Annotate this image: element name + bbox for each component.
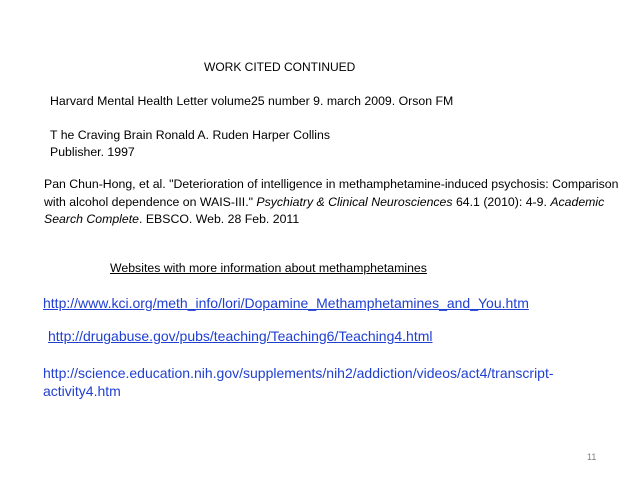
citation-harvard: Harvard Mental Health Letter volume25 number 9. march 2009. Orson FM	[50, 94, 454, 108]
citation-pan-volume: 64.1 (2010): 4-9.	[452, 194, 551, 209]
link-kci-dopamine[interactable]: http://www.kci.org/meth_info/lori/Dopamine_Methamphetamines_and_You.htm	[43, 295, 529, 311]
citation-pan	[44, 176, 634, 229]
citation-craving-brain-publisher: Publisher. 1997	[50, 145, 135, 159]
page-number: 11	[587, 452, 597, 462]
link-drugabuse-teaching[interactable]: http://drugabuse.gov/pubs/teaching/Teaching6/Teaching4.html	[48, 328, 433, 344]
link-nih-transcript[interactable]: http://science.education.nih.gov/supplements/nih2/addiction/videos/act4/transcript-activity4.htm	[43, 365, 554, 399]
slide-title: WORK CITED CONTINUED	[204, 60, 356, 74]
citation-pan-journal: Psychiatry & Clinical Neurosciences	[256, 194, 453, 209]
citation-pan-database: Academic Search Complete	[44, 194, 605, 226]
citation-pan-text: Pan Chun-Hong, et al. "Deterioration of intelligence in methamphetamine-induced psychosis: Comparison with alcohol dependence on WAIS-III."	[44, 177, 619, 209]
websites-heading: Websites with more information about methamphetamines	[110, 261, 427, 275]
citation-craving-brain: T he Craving Brain Ronald A. Ruden Harper Collins	[50, 128, 331, 142]
citation-pan-access: . EBSCO. Web. 28 Feb. 2011	[139, 212, 300, 226]
